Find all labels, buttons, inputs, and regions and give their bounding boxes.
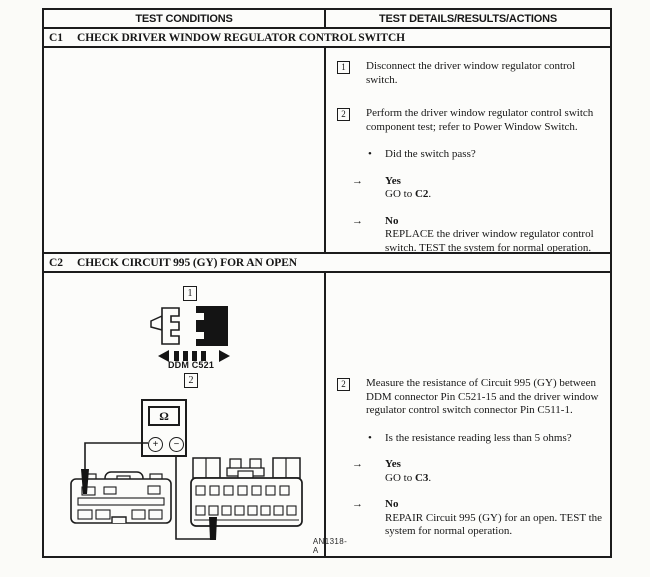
yes-label: Yes xyxy=(385,458,401,470)
step-number-box: 2 xyxy=(337,108,350,121)
action-prefix: GO to xyxy=(385,471,415,484)
action-suffix: . xyxy=(428,471,432,484)
step-number-box: 1 xyxy=(337,61,350,74)
c2-question-row xyxy=(326,432,606,446)
test-step-c2-body-row xyxy=(44,273,610,556)
test-step-c1-id: C1 xyxy=(49,31,63,44)
c1-step-1 xyxy=(326,60,606,87)
bullet-icon: • xyxy=(368,148,372,160)
ohmmeter-display xyxy=(148,406,180,426)
test-step-c2-title-row xyxy=(44,252,610,273)
ohm-symbol: Ω xyxy=(159,408,169,423)
callout-1: 1 xyxy=(183,286,197,301)
c2-step-2 xyxy=(326,377,606,418)
question-text: Is the resistance reading less than 5 ohms? xyxy=(385,431,572,444)
step-text: Measure the resistance of Circuit 995 (GY) between DDM connector Pin C521-15 and the driver window regulator control switch connector Pin C511-1. xyxy=(366,377,599,416)
c1-no-result-row xyxy=(326,215,606,253)
c1-test-conditions-cell xyxy=(44,48,326,252)
test-step-c2-title: CHECK CIRCUIT 995 (GY) FOR AN OPEN xyxy=(77,256,298,269)
c2-details-cell xyxy=(326,273,610,556)
c1-yes-result-row xyxy=(326,175,606,202)
test-step-c2-id: C2 xyxy=(49,256,63,269)
pinpoint-test-table xyxy=(42,8,612,558)
step-number-box: 2 xyxy=(337,378,350,391)
no-label: No xyxy=(385,214,399,227)
ohmmeter xyxy=(141,399,187,457)
ddm-connector-label: DDM C521 xyxy=(167,360,215,370)
action-target-step: C3 xyxy=(414,471,429,484)
action-prefix: GO to xyxy=(385,188,415,200)
question-text: Did the switch pass? xyxy=(385,148,476,160)
yes-label: Yes xyxy=(385,174,401,187)
c2-no-result xyxy=(385,498,609,539)
arrow-icon: → xyxy=(352,458,363,470)
connector-disconnect-icon xyxy=(149,302,235,352)
c1-details-cell xyxy=(326,48,610,252)
arrow-icon: → xyxy=(352,498,363,510)
c1-no-result xyxy=(385,215,609,253)
arrow-icon: → xyxy=(352,174,363,187)
test-step-c1-body-row xyxy=(44,48,610,252)
test-step-c1-title-row xyxy=(44,29,610,48)
c2-yes-result xyxy=(385,458,609,485)
c1-step-2 xyxy=(326,107,606,134)
action-suffix: . xyxy=(428,188,432,200)
no-action-text: REPLACE the driver window regulator control switch. TEST the system for normal operation. xyxy=(385,228,594,252)
large-connector-drawing xyxy=(190,456,303,529)
minus-terminal: − xyxy=(169,437,184,452)
yes-action-text xyxy=(385,188,609,202)
yes-action-text xyxy=(385,472,609,486)
small-connector-drawing xyxy=(70,471,172,525)
c2-yes-result-row xyxy=(326,458,606,485)
step-text: Disconnect the driver window regulator control switch. xyxy=(366,60,576,86)
c2-test-conditions-cell xyxy=(44,273,348,556)
no-label: No xyxy=(385,498,399,510)
plus-terminal: + xyxy=(148,437,163,452)
arrow-icon: → xyxy=(352,214,363,227)
no-action-text: REPAIR Circuit 995 (GY) for an open. TEST the system for normal operation. xyxy=(385,511,603,537)
test-step-c1-title: CHECK DRIVER WINDOW REGULATOR CONTROL SWITCH xyxy=(77,31,405,44)
step-text: Perform the driver window regulator control switch component test; refer to Power Window Switch. xyxy=(366,107,594,133)
column-header-test-details: TEST DETAILS/RESULTS/ACTIONS xyxy=(379,12,557,25)
action-target-step: C2 xyxy=(414,188,429,200)
callout-2: 2 xyxy=(184,373,198,388)
c1-yes-result xyxy=(385,175,609,202)
bullet-icon: • xyxy=(368,431,372,444)
c2-no-result-row xyxy=(326,498,606,539)
table-header-row xyxy=(44,10,610,29)
c1-question-row xyxy=(326,148,606,162)
figure-id: AN1318-A xyxy=(312,537,348,555)
column-header-test-conditions: TEST CONDITIONS xyxy=(44,10,326,27)
